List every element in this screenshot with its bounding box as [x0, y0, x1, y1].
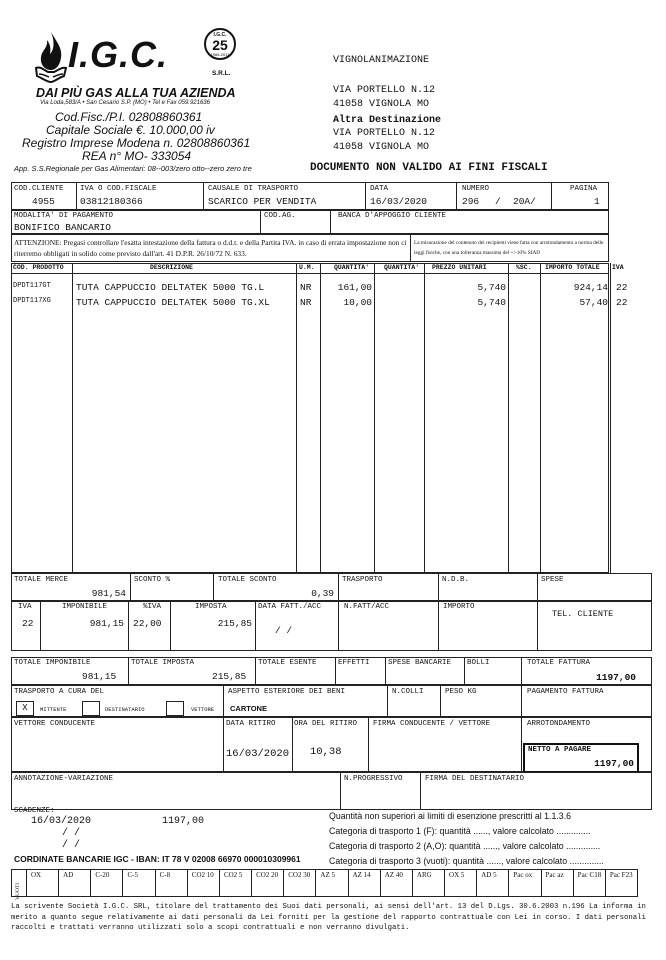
gas-code-cell — [91, 869, 123, 897]
gas-code-label: Pac F23 — [609, 871, 633, 879]
company-logo — [34, 28, 244, 88]
hands-icon — [39, 74, 63, 77]
gas-code-label: AD — [63, 871, 74, 879]
capitale: Capitale Sociale €. 10.000,00 iv — [46, 123, 215, 137]
gas-code-cell — [574, 869, 606, 897]
payment-method: BONIFICO BANCARIO — [14, 222, 111, 233]
gas-code-label: Pac ox — [513, 871, 533, 879]
registro: Registro Imprese Modena n. 02808860361 — [22, 136, 251, 150]
gas-code-label: OX 5 — [449, 871, 465, 879]
anniversary-badge: I.G.C. 25 1986-2011 — [204, 28, 236, 60]
alt-addr2: 41058 VIGNOLA MO — [333, 142, 430, 153]
gas-code-label: C-5 — [127, 871, 138, 879]
customer-addr2: 41058 VIGNOLA MO — [333, 99, 430, 110]
cod-cliente: 4955 — [32, 196, 55, 207]
gas-code-label: AZ 5 — [320, 871, 335, 879]
totale-fattura: 1197,00 — [596, 672, 636, 683]
attention-note: ATTENZIONE: Pregasi controllare l'esatta intestazione della fattura o d.d.t. e della Partita IVA. in caso di errata impostazione non ci riterremo obbligati in solido come previsto dall'art. 41 D.P.R. 26/10/72 N. 633. — [14, 238, 407, 258]
gas-code-label: Pac C18 — [577, 871, 602, 879]
gas-code-cell — [220, 869, 252, 897]
iva-percent: 22,00 — [133, 618, 162, 629]
measurement-note: La misurazione del contenuto dei recipienti viene fatta con arrotondamento a norma delle leggi fisiche, con una tolleranza massima del +/-10% SIAD — [414, 240, 604, 256]
gas-code-label: Pac az — [545, 871, 564, 879]
gas-code-cell — [413, 869, 445, 897]
alt-addr1: VIA PORTELLO N.12 — [333, 128, 436, 139]
gas-code-label: C-8 — [159, 871, 171, 879]
gas-code-label: AZ 14 — [352, 871, 371, 879]
coordinate-bancarie: CORDINATE BANCARIE IGC - IBAN: IT 78 V 02008 66970 000010309961 — [14, 854, 301, 864]
ora-ritiro: 10,38 — [310, 746, 342, 758]
gas-code-cell — [445, 869, 477, 897]
totale-imponibile: 981,15 — [82, 671, 117, 682]
gas-code-cell — [284, 869, 316, 897]
doc-number-suffix: 20A/ — [513, 196, 536, 207]
gas-code-cell — [188, 869, 220, 897]
gas-code-cell — [349, 869, 381, 897]
gas-code-cell — [252, 869, 284, 897]
slogan: DAI PIÙ GAS ALLA TUA AZIENDA — [36, 86, 236, 100]
totale-sconto: 0,39 — [311, 588, 334, 599]
app-regionale: App. S.S.Regionale per Gas Alimentari: 08--003/zero otto--zero zero tre — [14, 164, 252, 173]
gas-code-label: AZ 40 — [384, 871, 403, 879]
gas-code-cell — [59, 869, 91, 897]
company-address: Via Loda,583/A • San Cesario S.P. (MO) • Tel e Fax 059.921636 — [40, 100, 210, 106]
rea: REA n° MO- 333054 — [82, 149, 192, 163]
doc-title: DOCUMENTO NON VALIDO AI FINI FISCALI — [310, 162, 548, 174]
gas-code-label: C-20 — [95, 871, 110, 879]
logo-text: I.G.C. — [68, 34, 169, 75]
gas-code-label: CO2 20 — [256, 871, 279, 879]
doc-number: 296 — [462, 196, 480, 207]
gas-code-label: CO2 5 — [223, 871, 243, 879]
iva-rate: 22 — [22, 618, 34, 629]
codfisc: Cod.Fisc./P.I. 02808860361 — [55, 110, 203, 124]
gas-code-cell — [316, 869, 348, 897]
gas-code-cell — [477, 869, 509, 897]
doc-date: 16/03/2020 — [370, 196, 428, 207]
totale-merce: 981,54 — [91, 588, 126, 599]
gas-code-cell — [27, 869, 59, 897]
flame-icon — [34, 30, 68, 84]
gas-code-label: ARG — [416, 871, 432, 879]
gas-code-cell — [542, 869, 574, 897]
privacy-notice: La scrivente Società I.G.C. SRL, titolare del trattamento dei Suoi dati personali, ai sensi dell'art. 13 del D.Lgs. 30.6.2003 n.196 La informa in merito a quanto segue relativamente ai dati personali da Lei forniti per la gestione del rapporto contrattuale con Lei in corso. I dati personali raccolti e trattati verranno utilizzati solo a scopi contrattuali e non verranno divulgati. — [11, 903, 646, 932]
partita-iva: 03812180366 — [80, 196, 143, 207]
gas-code-label: AD 5 — [481, 871, 497, 879]
page-number: 1 — [594, 196, 600, 207]
imposta: 215,85 — [217, 618, 252, 629]
checkbox-mittente[interactable]: X — [16, 701, 34, 716]
gas-code-cell — [606, 869, 638, 897]
netto-a-pagare: 1197,00 — [594, 758, 634, 769]
alt-destination-label: Altra Destinazione — [333, 115, 442, 126]
imponibile: 981,15 — [89, 618, 124, 629]
causale: SCARICO PER VENDITA — [208, 196, 317, 207]
totale-imposta: 215,85 — [212, 671, 247, 682]
gas-code-cell — [509, 869, 541, 897]
gas-code-cell — [381, 869, 413, 897]
aspetto-beni: CARTONE — [230, 704, 267, 713]
gas-code-cell — [156, 869, 188, 897]
gas-code-label: CO2 10 — [191, 871, 214, 879]
customer-addr1: VIA PORTELLO N.12 — [333, 85, 436, 96]
data-ritiro: 16/03/2020 — [226, 748, 290, 760]
gas-code-label: CO2 30 — [288, 871, 311, 879]
scadenze-label: SCADENZE: — [14, 807, 55, 815]
srl-text: S.R.L. — [212, 70, 231, 77]
gas-code-cell — [123, 869, 155, 897]
checkbox-destinatario[interactable] — [82, 701, 100, 716]
customer-name: VIGNOLANIMAZIONE — [333, 55, 430, 66]
checkbox-vettore[interactable] — [166, 701, 184, 716]
gas-code-label: OX — [31, 871, 42, 879]
